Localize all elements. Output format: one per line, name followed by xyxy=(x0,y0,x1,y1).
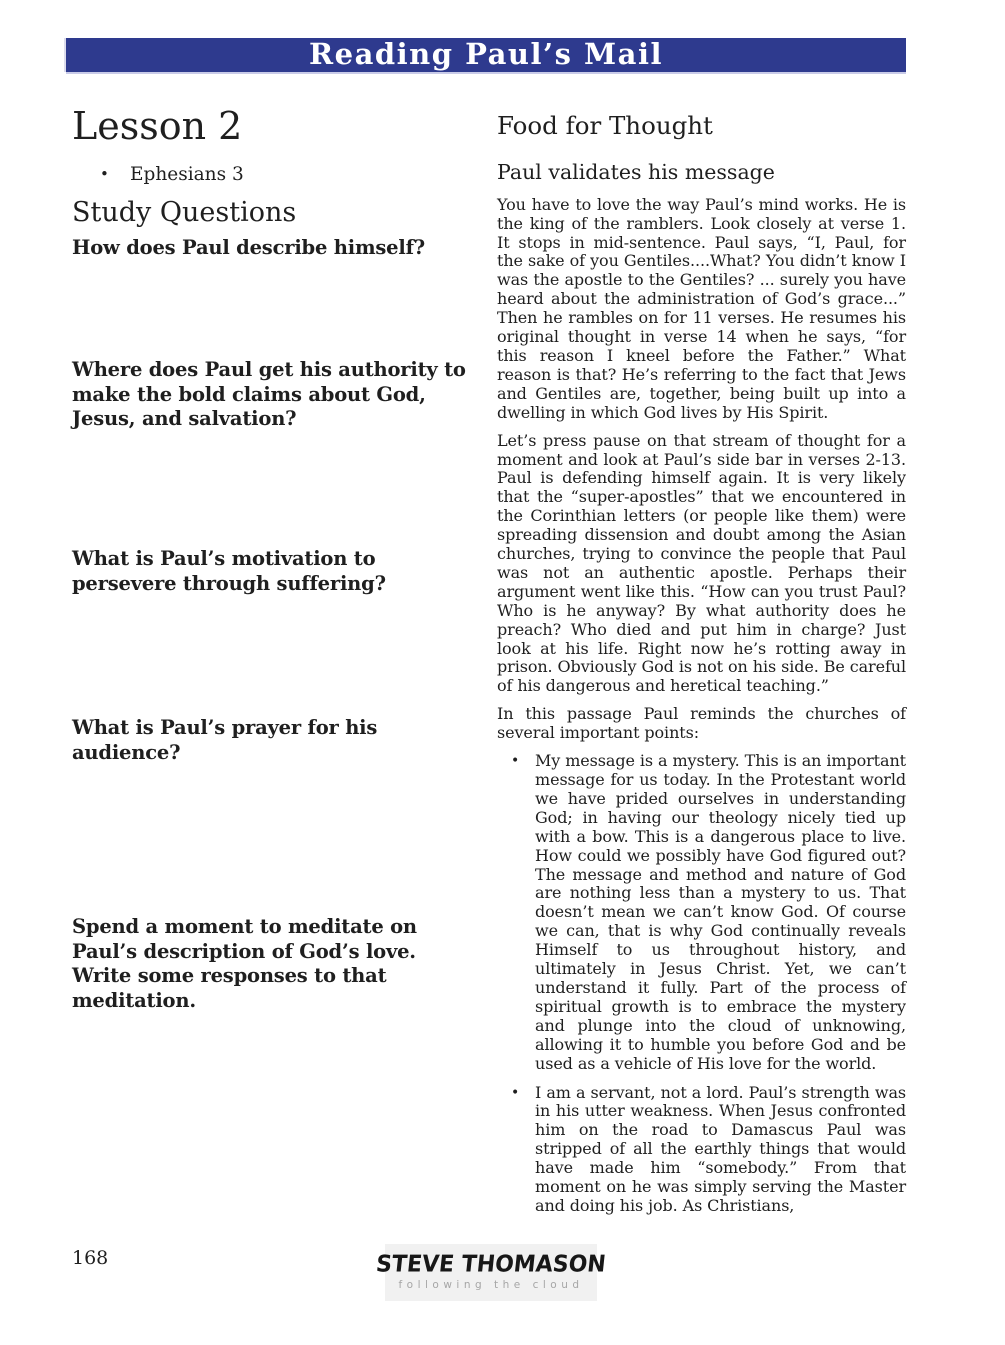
study-question-4: What is Paul’s prayer for his audience? xyxy=(72,716,378,764)
article-subheading: Paul validates his message xyxy=(497,160,775,185)
logo-tagline-text: following the cloud xyxy=(398,1279,584,1291)
study-question-3: What is Paul’s motivation to persevere through suffering? xyxy=(72,547,386,595)
body-paragraph-1: You have to love the way Paul’s mind works. He is the king of the ramblers. Look closely at verse 1. It stops in mid-sentence. Paul says, “I, Paul, for the sake of you Gentiles....What? You didn’t know I was the apostle to the Gentiles? ... surely you have heard about the administration of God’s grace...” Then he rambles on for 11 verses. He resumes his original thought in verse 14 when he says, “for this reason I kneel before the Father.” What reason is that? He’s referring to the fact that Jews and Gentiles are, together, being built up into a dwelling in which God lives by His Spirit. xyxy=(497,194,906,422)
list-item-text: My message is a mystery. This is an important message for us today. In the Protestant world we have prided ourselves in understanding God; in having our theology nicely tied up with a bow. This is a dangerous place to live. How could we possibly have God figured out? The message and method and nature of God are nothing less than a mystery to us. That doesn’t mean we can’t know God. Of course we can, that is why God continually reveals Himself to us throughout history, and ultimately in Jesus Christ. Yet, we can’t understand it fully. Part of the process of spiritual growth is to embrace the mystery and plunge into the cloud of unknowing, allowing it to humble you before God and be used as a vehicle of His love for the world. xyxy=(535,751,906,1073)
food-for-thought-heading: Food for Thought xyxy=(497,111,713,140)
bullet-icon: • xyxy=(511,1084,520,1101)
study-question-5: Spend a moment to meditate on Paul’s description of God’s love. Write some responses to that meditation. xyxy=(72,915,417,1012)
scripture-reference xyxy=(100,164,244,185)
list-item-text: I am a servant, not a lord. Paul’s strength was in his utter weakness. When Jesus confronted him on the road to Damascus Paul was stripped of all the earthly things that would have made him “somebody.” From that moment on he was simply serving the Master and doing his job. As Christians, xyxy=(535,1082,906,1215)
page-title: Reading Paul’s Mail xyxy=(309,36,663,71)
steve-thomason-logo xyxy=(374,1244,608,1301)
bullet-icon: • xyxy=(100,165,109,183)
bullet-icon: • xyxy=(511,753,520,770)
body-paragraph-2: Let’s press pause on that stream of thought for a moment and look at Paul’s side bar in verses 2-13. Paul is defending himself again. It is very likely that the “super-apostles” that we encountered in the Corinthian letters (or people like them) were spreading dissension and doubt among the Asian churches, trying to convince the people that Paul was not an authentic apostle. Perhaps their argument went like this. “How can you trust Paul? Who is he anyway? By what authority does he preach? Who died and put him in charge? Just look at his life. Right now he’s rotting away in prison. Obviously God is not on his side. Be careful of his dangerous and heretical teaching.” xyxy=(497,430,906,696)
scripture-text: Ephesians 3 xyxy=(130,164,244,185)
list-item xyxy=(497,1084,906,1216)
food-for-thought-column xyxy=(497,112,906,1226)
page-number: 168 xyxy=(72,1247,109,1269)
body-paragraph-3: In this passage Paul reminds the churches of several important points: xyxy=(497,704,906,743)
study-questions-heading: Study Questions xyxy=(72,197,297,228)
list-item xyxy=(497,752,906,1073)
study-question-2: Where does Paul get his authority to make the bold claims about God, Jesus, and salvation? xyxy=(72,358,466,430)
logo-name-text: STEVE THOMASON xyxy=(374,1251,608,1278)
important-points-list xyxy=(497,752,906,1216)
lesson-title: Lesson 2 xyxy=(72,104,243,148)
page-header-banner xyxy=(66,38,906,72)
study-question-1: How does Paul describe himself? xyxy=(72,236,425,259)
